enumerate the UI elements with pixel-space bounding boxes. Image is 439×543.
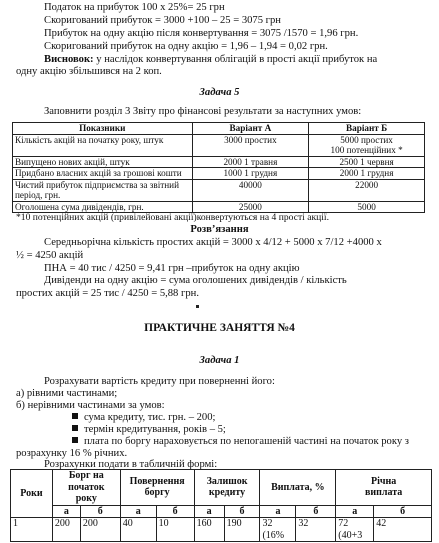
solution-title: Розв’язання bbox=[190, 224, 249, 235]
stray-dot bbox=[196, 305, 199, 308]
bullet-item: сума кредиту, тис. грн. – 200; bbox=[72, 412, 215, 424]
col-header-payment: Виплата, % bbox=[260, 470, 336, 506]
cell-year: 1 bbox=[11, 518, 53, 542]
bullet-item: плата по боргу нараховується по непогашеній частині на початок року з bbox=[72, 436, 409, 448]
conclusion-line bbox=[44, 54, 377, 66]
calc-line-adjusted-per-share: Скоригований прибуток на одну акцію = 1,96 – 1,94 = 0,02 грн. bbox=[44, 41, 328, 52]
credit-table bbox=[10, 469, 432, 542]
col-header-years: Роки bbox=[11, 470, 53, 518]
calc-line-tax: Податок на прибуток 100 х 25%= 25 грн bbox=[44, 2, 225, 13]
bullet-item: термін кредитування, років – 5; bbox=[72, 424, 226, 436]
table-row bbox=[13, 179, 425, 201]
sub-a: а bbox=[260, 505, 296, 518]
cell-variant-b: 2500 1 червня bbox=[309, 156, 425, 168]
bullet-square-icon bbox=[72, 413, 78, 419]
calc-line-adjusted-profit: Скоригований прибуток = 3000 +100 – 25 = 3075 грн bbox=[44, 15, 281, 26]
task5-title: Задача 5 bbox=[199, 87, 240, 98]
row-label: Кількість акцій на початку року, штук bbox=[13, 134, 193, 156]
cell-debt-a: 200 bbox=[52, 518, 80, 542]
cell-variant-a: 1000 1 грудня bbox=[192, 168, 309, 180]
sub-b: б bbox=[374, 505, 432, 518]
sub-a: а bbox=[52, 505, 80, 518]
bullet-square-icon bbox=[72, 425, 78, 431]
practical-task-title: Задача 1 bbox=[199, 355, 240, 366]
cell-repay-a: 40 bbox=[120, 518, 156, 542]
solution-line: ½ = 4250 акцій bbox=[16, 250, 84, 261]
task5-table-header bbox=[13, 123, 425, 135]
sub-b: б bbox=[224, 505, 260, 518]
sub-b: б bbox=[156, 505, 194, 518]
cell-annual-a: 72 (40+3 bbox=[336, 518, 374, 542]
col-header-variant-a: Варіант А bbox=[192, 123, 309, 135]
col-header-indicators: Показники bbox=[13, 123, 193, 135]
task5-table bbox=[12, 122, 425, 213]
cell-rest-a: 160 bbox=[194, 518, 224, 542]
cell-repay-b: 10 bbox=[156, 518, 194, 542]
cell-variant-b: 2000 1 грудня bbox=[309, 168, 425, 180]
sub-a: а bbox=[336, 505, 374, 518]
row-label: Чистий прибуток підприємства за звітний період, грн. bbox=[13, 179, 193, 201]
cell-rest-b: 190 bbox=[224, 518, 260, 542]
table-row bbox=[13, 134, 425, 156]
conclusion-text: у наслідок конвертування облігацій в прості акції прибуток на bbox=[96, 54, 378, 65]
credit-table-subheader bbox=[11, 505, 432, 518]
task5-intro: Заповнити розділ 3 Звіту про фінансові результати за наступних умов: bbox=[44, 106, 362, 117]
calc-line-profit-per-share: Прибуток на одну акцію після конвертування = 3075 /1570 = 1,96 грн. bbox=[44, 28, 359, 39]
practical-intro: Розрахувати вартість кредиту при поверненні його: bbox=[44, 376, 275, 387]
table-row bbox=[13, 168, 425, 180]
cell-pay-b: 32 bbox=[296, 518, 336, 542]
cell-pay-a: 32 (16% bbox=[260, 518, 296, 542]
table-row bbox=[13, 156, 425, 168]
col-header-annual: Річна виплата bbox=[336, 470, 432, 506]
table-row bbox=[13, 201, 425, 213]
cell-debt-b: 200 bbox=[80, 518, 120, 542]
solution-line: ПНА = 40 тис / 4250 = 9,41 грн –прибуток на одну акцію bbox=[44, 263, 300, 274]
table-row bbox=[11, 518, 432, 542]
option-b: б) нерівними частинами за умов: bbox=[16, 400, 165, 411]
row-label: Оголошена сума дивідендів, грн. bbox=[13, 201, 193, 213]
row-label: Придбано власних акцій за грошові кошти bbox=[13, 168, 193, 180]
solution-line: Дивіденди на одну акцію = сума оголошених дивідендів / кількість bbox=[44, 275, 347, 286]
cell-variant-b: 22000 bbox=[309, 179, 425, 201]
option-a: а) рівними частинами; bbox=[16, 388, 118, 399]
col-header-debt: Борг на початок року bbox=[52, 470, 120, 506]
sub-a: а bbox=[194, 505, 224, 518]
cell-variant-a: 40000 bbox=[192, 179, 309, 201]
conclusion-label: Висновок: bbox=[44, 54, 94, 65]
cell-variant-a: 2000 1 травня bbox=[192, 156, 309, 168]
practical-title: ПРАКТИЧНЕ ЗАНЯТТЯ №4 bbox=[144, 322, 295, 334]
sub-b: б bbox=[80, 505, 120, 518]
sub-b: б bbox=[296, 505, 336, 518]
sub-a: а bbox=[120, 505, 156, 518]
bullet-continuation: розрахунку 16 % річних. bbox=[16, 448, 128, 459]
cell-variant-a: 25000 bbox=[192, 201, 309, 213]
bullet-square-icon bbox=[72, 437, 78, 443]
col-header-variant-b: Варіант Б bbox=[309, 123, 425, 135]
table-intro: Розрахунки подати в табличній формі: bbox=[44, 459, 218, 470]
credit-table-header bbox=[11, 470, 432, 506]
cell-variant-a: 3000 простих bbox=[192, 134, 309, 156]
solution-line: Середньорічна кількість простих акцій = 3000 х 4/12 + 5000 х 7/12 +4000 х bbox=[44, 237, 382, 248]
conclusion-text-cont: одну акцію збільшився на 2 коп. bbox=[16, 66, 162, 77]
col-header-remainder: Залишок кредиту bbox=[194, 470, 260, 506]
cell-variant-b: 5000 bbox=[309, 201, 425, 213]
cell-annual-b: 42 bbox=[374, 518, 432, 542]
cell-variant-b: 5000 простих 100 потенційних * bbox=[309, 134, 425, 156]
col-header-repayment: Повернення боргу bbox=[120, 470, 194, 506]
task5-footnote: *10 потенційних акцій (привілейовані акції)конвертуються на 4 прості акції. bbox=[16, 212, 329, 223]
solution-line: простих акцій = 25 тис / 4250 = 5,88 грн. bbox=[16, 288, 199, 299]
row-label: Випущено нових акцій, штук bbox=[13, 156, 193, 168]
